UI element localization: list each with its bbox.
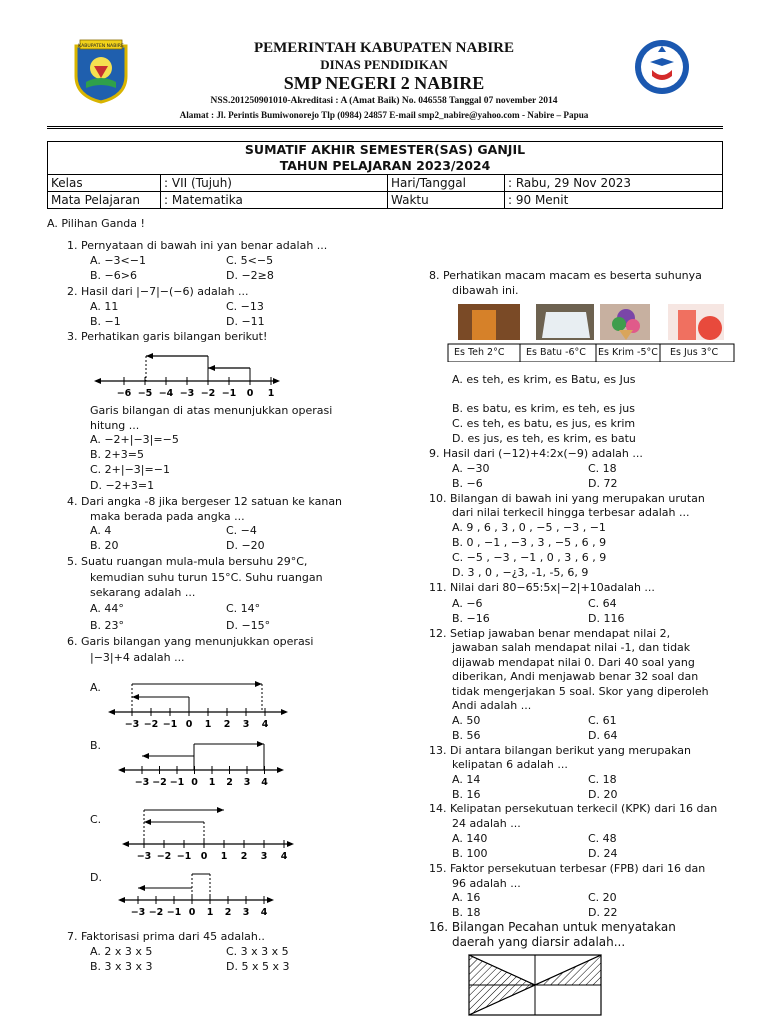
q16-fraction-figure	[468, 954, 602, 1016]
q6-number-line-a	[106, 680, 290, 728]
header-address: Alamat : Jl. Perintis Bumiwonorejo Tlp (0984) 24857 E-mail smp2_nabire@yahoo.com - Nabire – Papua	[179, 110, 589, 120]
q5-stem-3: sekarang adalah ...	[90, 586, 196, 599]
q15-option-b: B. 18	[452, 906, 481, 919]
q5-stem-2: kemudian suhu turun 15°C. Suhu ruangan	[90, 571, 323, 584]
q5-option-a: A. 44°	[90, 602, 124, 615]
tick-label: −2	[152, 777, 167, 788]
tick-label: 4	[261, 777, 268, 788]
q11-option-d: D. 116	[588, 612, 625, 625]
header-line-4: NSS.201250901010-Akreditasi : A (Amat Baik) No. 046558 Tanggal 07 november 2014	[210, 96, 558, 106]
exam-info-table	[47, 141, 723, 209]
q14-option-b: B. 100	[452, 847, 488, 860]
tick-label: −5	[137, 388, 153, 399]
waktu-label: Waktu	[388, 192, 505, 209]
q4-stem-2: maka berada pada angka ...	[90, 510, 245, 523]
q12-stem-5: tidak mengerjakan 5 soal. Skor yang diperoleh	[452, 685, 709, 698]
q11-option-a: A. −6	[452, 597, 483, 610]
tick-label: −1	[166, 907, 182, 918]
q3-option-c: C. 2+|−3|=−1	[90, 463, 170, 476]
q7-stem: 7. Faktorisasi prima dari 45 adalah..	[67, 930, 265, 943]
tick-label: −3	[130, 907, 146, 918]
q4-option-c: C. −4	[226, 524, 257, 537]
q7-option-a: A. 2 x 3 x 5	[90, 945, 153, 958]
q9-option-a: A. −30	[452, 462, 490, 475]
header-line-2: DINAS PENDIDIKAN	[320, 57, 448, 72]
kelas-value: : VII (Tujuh)	[161, 175, 388, 192]
q14-stem-1: 14. Kelipatan persekutuan terkecil (KPK) dari 16 dan	[429, 802, 718, 815]
q9-option-c: C. 18	[588, 462, 617, 475]
q16-stem-2: daerah yang diarsir adalah...	[452, 935, 626, 949]
header-rule	[47, 126, 723, 129]
q5-option-c: C. 14°	[226, 602, 261, 615]
tick-label: 0	[200, 851, 208, 862]
q13-option-a: A. 14	[452, 773, 481, 786]
q10-option-c: C. −5 , −3 , −1 , 0 , 3 , 6 , 9	[452, 551, 607, 564]
q6-label-b: B.	[90, 739, 102, 752]
q6-label-d: D.	[90, 871, 102, 884]
q10-stem-2: dari nilai terkecil hingga terbesar adalah ...	[452, 506, 690, 519]
ice-label-teh: Es Teh 2°C	[454, 347, 505, 358]
q12-stem-6: Andi adalah ...	[452, 699, 532, 712]
q6-number-line-d	[116, 872, 276, 920]
tick-label: 1	[204, 719, 212, 728]
q15-stem-2: 96 adalah ...	[452, 877, 521, 890]
q7-option-c: C. 3 x 3 x 5	[226, 945, 289, 958]
q13-option-d: D. 20	[588, 788, 618, 801]
q2-option-a: A. 11	[90, 300, 119, 313]
tick-label: 0	[188, 907, 196, 918]
q2-option-b: B. −1	[90, 315, 121, 328]
q5-option-d: D. −15°	[226, 619, 271, 632]
q8-option-b: B. es batu, es krim, es teh, es jus	[452, 402, 635, 415]
tick-label: −2	[200, 388, 216, 399]
hari-value: : Rabu, 29 Nov 2023	[505, 175, 723, 192]
q13-stem-2: kelipatan 6 adalah ...	[452, 758, 568, 771]
q6-label-a: A.	[90, 681, 101, 694]
q8-stem-1: 8. Perhatikan macam macam es beserta suhunya	[429, 269, 702, 282]
ice-label-batu: Es Batu -6°C	[526, 347, 586, 358]
tick-label: 0	[191, 777, 198, 788]
school-name: SMP NEGERI 2 NABIRE	[283, 73, 485, 93]
tick-label: 4	[280, 851, 288, 862]
q6-stem-1: 6. Garis bilangan yang menunjukkan operasi	[67, 635, 314, 648]
q6-label-c: C.	[90, 813, 102, 826]
q8-option-a: A. es teh, es krim, es Batu, es Jus	[452, 373, 636, 386]
tick-label: 3	[260, 851, 268, 862]
q11-option-c: C. 64	[588, 597, 617, 610]
exam-title-1: SUMATIF AKHIR SEMESTER(SAS) GANJIL	[244, 142, 526, 157]
tick-label: 2	[226, 777, 233, 788]
q4-option-d: D. −20	[226, 539, 265, 552]
header-line-1: PEMERINTAH KABUPATEN NABIRE	[253, 40, 515, 56]
hari-label: Hari/Tanggal	[388, 175, 505, 192]
q3-option-a: A. −2+|−3|=−5	[90, 433, 179, 446]
q1-option-b: B. −6>6	[90, 269, 137, 282]
q6-number-line-b	[116, 740, 286, 788]
q13-option-b: B. 16	[452, 788, 481, 801]
q16-stem-1: 16. Bilangan Pecahan untuk menyatakan	[429, 920, 676, 934]
q8-option-d: D. es jus, es teh, es krim, es batu	[452, 432, 636, 445]
q4-option-b: B. 20	[90, 539, 119, 552]
q3-option-b: B. 2+3=5	[90, 448, 144, 461]
tick-label: 3	[243, 777, 251, 788]
tick-label: −3	[124, 719, 140, 728]
q1-option-d: D. −2≥8	[226, 269, 274, 282]
mapel-label: Mata Pelajaran	[48, 192, 161, 209]
tick-label: −3	[136, 851, 152, 862]
q4-stem-1: 4. Dari angka -8 jika bergeser 12 satuan ke kanan	[67, 495, 343, 508]
exam-title-2: TAHUN PELAJARAN 2023/2024	[279, 158, 491, 173]
kelas-label: Kelas	[48, 175, 161, 192]
tick-label: −2	[156, 851, 172, 862]
tick-label: −1	[176, 851, 192, 862]
tick-label: −4	[158, 388, 174, 399]
tick-label: 2	[224, 907, 232, 918]
q15-option-c: C. 20	[588, 891, 617, 904]
q12-stem-4: diberikan, Andi menjawab benar 32 soal dan	[452, 670, 699, 683]
q4-option-a: A. 4	[90, 524, 112, 537]
q12-option-b: B. 56	[452, 729, 481, 742]
tick-label: 3	[242, 907, 250, 918]
q12-stem-1: 12. Setiap jawaban benar mendapat nilai 2,	[429, 627, 671, 640]
q14-stem-2: 24 adalah ...	[452, 817, 521, 830]
tick-label: −1	[169, 777, 185, 788]
tick-label: −2	[148, 907, 164, 918]
section-title: A. Pilihan Ganda !	[47, 217, 145, 230]
q9-option-d: D. 72	[588, 477, 618, 490]
q2-option-d: D. −11	[226, 315, 265, 328]
tick-label: −6	[116, 388, 132, 399]
q3-text-2: hitung ...	[90, 419, 140, 432]
q3-number-line	[92, 350, 282, 400]
q10-option-a: A. 9 , 6 , 3 , 0 , −5 , −3 , −1	[452, 521, 606, 534]
ice-label-jus: Es Jus 3°C	[670, 347, 719, 358]
tick-label: 2	[240, 851, 248, 862]
q8-option-c: C. es teh, es batu, es jus, es krim	[452, 417, 636, 430]
tick-label: 4	[260, 907, 268, 918]
q12-option-c: C. 61	[588, 714, 617, 727]
q5-stem-1: 5. Suatu ruangan mula-mula bersuhu 29°C,	[67, 555, 308, 568]
tick-label: −1	[162, 719, 178, 728]
q3-option-d: D. −2+3=1	[90, 479, 155, 492]
tick-label: 3	[242, 719, 250, 728]
mapel-value: : Matematika	[161, 192, 388, 209]
q7-option-d: D. 5 x 5 x 3	[226, 960, 290, 973]
q11-stem: 11. Nilai dari 80−65:5x|−2|+10adalah ...	[429, 581, 655, 594]
q5-option-b: B. 23°	[90, 619, 125, 632]
q12-stem-3: dijawab mendapat nilai 0. Dari 40 soal yang	[452, 656, 695, 669]
tick-label: 1	[206, 907, 214, 918]
tick-label: 0	[246, 388, 254, 399]
q10-stem-1: 10. Bilangan di bawah ini yang merupakan urutan	[429, 492, 705, 505]
tick-label: −2	[143, 719, 159, 728]
q10-option-d: D. 3 , 0 , −¿3, -1, -5, 6, 9	[452, 566, 589, 579]
q12-stem-2: jawaban salah mendapat nilai -1, dan tidak	[452, 641, 691, 654]
tick-label: −3	[179, 388, 195, 399]
q3-text-1: Garis bilangan di atas menunjukkan operasi	[90, 404, 333, 417]
q11-option-b: B. −16	[452, 612, 490, 625]
q2-option-c: C. −13	[226, 300, 264, 313]
ice-label-krim: Es Krim -5°C	[598, 347, 658, 358]
q15-option-d: D. 22	[588, 906, 618, 919]
tick-label: −3	[134, 777, 150, 788]
q15-stem-1: 15. Faktor persekutuan terbesar (FPB) dari 16 dan	[429, 862, 706, 875]
q12-option-d: D. 64	[588, 729, 618, 742]
q13-option-c: C. 18	[588, 773, 617, 786]
q14-option-c: C. 48	[588, 832, 617, 845]
q14-option-d: D. 24	[588, 847, 618, 860]
q3-stem: 3. Perhatikan garis bilangan berikut!	[67, 330, 268, 343]
tick-label: 0	[185, 719, 193, 728]
q10-option-b: B. 0 , −1 , −3 , 3 , −5 , 6 , 9	[452, 536, 607, 549]
q13-stem-1: 13. Di antara bilangan berikut yang merupakan	[429, 744, 691, 757]
svg-text:KABUPATEN NABIRE: KABUPATEN NABIRE	[78, 44, 124, 49]
q6-number-line-c	[120, 806, 296, 862]
tick-label: 4	[261, 719, 269, 728]
q14-option-a: A. 140	[452, 832, 488, 845]
waktu-value: : 90 Menit	[505, 192, 723, 209]
tick-label: 1	[220, 851, 228, 862]
tick-label: −1	[221, 388, 237, 399]
q1-option-c: C. 5<−5	[226, 254, 274, 267]
q2-stem: 2. Hasil dari |−7|−(−6) adalah ...	[67, 285, 249, 298]
tick-label: 1	[208, 777, 216, 788]
tick-label: 2	[223, 719, 231, 728]
q12-option-a: A. 50	[452, 714, 481, 727]
q6-stem-2: |−3|+4 adalah ...	[90, 651, 185, 664]
q1-stem: 1. Pernyataan di bawah ini yan benar adalah ...	[67, 239, 328, 252]
q15-option-a: A. 16	[452, 891, 481, 904]
q7-option-b: B. 3 x 3 x 3	[90, 960, 153, 973]
tick-label: 1	[267, 388, 275, 399]
q1-option-a: A. −3<−1	[90, 254, 146, 267]
q8-stem-2: dibawah ini.	[452, 284, 519, 297]
q9-option-b: B. −6	[452, 477, 483, 490]
q9-stem: 9. Hasil dari (−12)+4:2x(−9) adalah ...	[429, 447, 643, 460]
